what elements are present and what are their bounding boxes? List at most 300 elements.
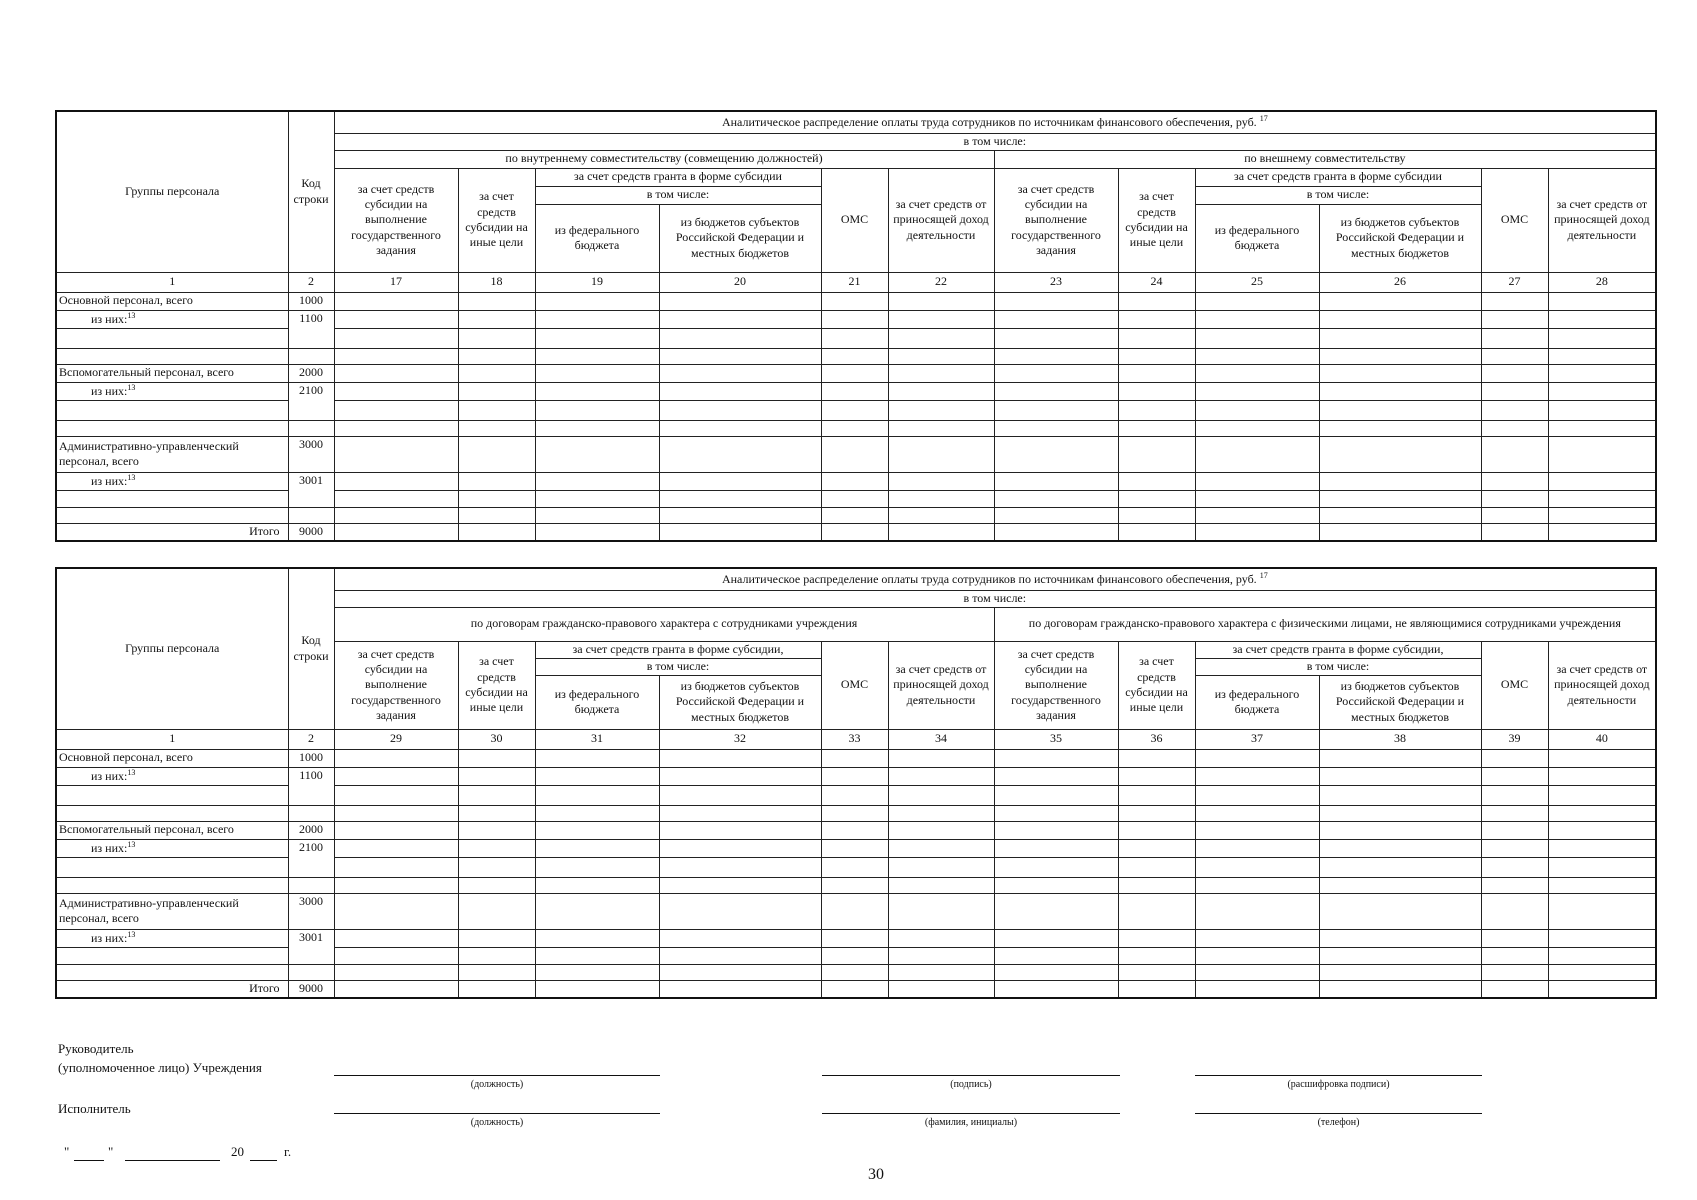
value-cell[interactable] xyxy=(888,877,994,893)
value-cell[interactable] xyxy=(659,436,821,472)
value-cell[interactable] xyxy=(1319,436,1481,472)
value-cell[interactable] xyxy=(1118,382,1195,400)
value-cell[interactable] xyxy=(1118,364,1195,382)
value-cell[interactable] xyxy=(334,310,458,328)
value-cell[interactable] xyxy=(994,964,1118,980)
date-day-line[interactable] xyxy=(74,1160,104,1161)
value-cell[interactable] xyxy=(1481,805,1548,821)
phone-line[interactable] xyxy=(1195,1113,1482,1114)
value-cell[interactable] xyxy=(994,328,1118,348)
value-cell[interactable] xyxy=(458,507,535,523)
value-cell[interactable] xyxy=(334,749,458,767)
value-cell[interactable] xyxy=(1195,490,1319,507)
value-cell[interactable] xyxy=(535,507,659,523)
value-cell[interactable] xyxy=(334,805,458,821)
value-cell[interactable] xyxy=(821,292,888,310)
value-cell[interactable] xyxy=(994,310,1118,328)
value-cell[interactable] xyxy=(659,749,821,767)
value-cell[interactable] xyxy=(888,400,994,420)
value-cell[interactable] xyxy=(994,420,1118,436)
value-cell[interactable] xyxy=(1481,523,1548,541)
value-cell[interactable] xyxy=(1548,805,1656,821)
value-cell[interactable] xyxy=(821,382,888,400)
value-cell[interactable] xyxy=(1118,400,1195,420)
value-cell[interactable] xyxy=(458,523,535,541)
value-cell[interactable] xyxy=(458,436,535,472)
value-cell[interactable] xyxy=(1319,893,1481,929)
value-cell[interactable] xyxy=(1548,821,1656,839)
value-cell[interactable] xyxy=(1319,364,1481,382)
value-cell[interactable] xyxy=(535,420,659,436)
value-cell[interactable] xyxy=(535,523,659,541)
value-cell[interactable] xyxy=(458,310,535,328)
value-cell[interactable] xyxy=(1548,348,1656,364)
value-cell[interactable] xyxy=(1481,980,1548,998)
value-cell[interactable] xyxy=(1481,964,1548,980)
value-cell[interactable] xyxy=(994,980,1118,998)
value-cell[interactable] xyxy=(458,348,535,364)
value-cell[interactable] xyxy=(1195,805,1319,821)
value-cell[interactable] xyxy=(1118,821,1195,839)
value-cell[interactable] xyxy=(821,821,888,839)
value-cell[interactable] xyxy=(1481,292,1548,310)
value-cell[interactable] xyxy=(1548,292,1656,310)
value-cell[interactable] xyxy=(1118,947,1195,964)
value-cell[interactable] xyxy=(888,382,994,400)
value-cell[interactable] xyxy=(535,877,659,893)
value-cell[interactable] xyxy=(659,767,821,785)
value-cell[interactable] xyxy=(659,348,821,364)
value-cell[interactable] xyxy=(659,785,821,805)
value-cell[interactable] xyxy=(1118,523,1195,541)
value-cell[interactable] xyxy=(535,348,659,364)
value-cell[interactable] xyxy=(1319,310,1481,328)
value-cell[interactable] xyxy=(1195,877,1319,893)
value-cell[interactable] xyxy=(659,490,821,507)
value-cell[interactable] xyxy=(334,767,458,785)
value-cell[interactable] xyxy=(1195,929,1319,947)
value-cell[interactable] xyxy=(1481,364,1548,382)
value-cell[interactable] xyxy=(334,929,458,947)
value-cell[interactable] xyxy=(535,310,659,328)
value-cell[interactable] xyxy=(1319,839,1481,857)
value-cell[interactable] xyxy=(821,507,888,523)
value-cell[interactable] xyxy=(888,364,994,382)
value-cell[interactable] xyxy=(458,821,535,839)
value-cell[interactable] xyxy=(1481,310,1548,328)
value-cell[interactable] xyxy=(994,749,1118,767)
value-cell[interactable] xyxy=(659,893,821,929)
value-cell[interactable] xyxy=(659,420,821,436)
value-cell[interactable] xyxy=(1195,785,1319,805)
value-cell[interactable] xyxy=(888,839,994,857)
value-cell[interactable] xyxy=(659,839,821,857)
value-cell[interactable] xyxy=(535,436,659,472)
value-cell[interactable] xyxy=(535,785,659,805)
value-cell[interactable] xyxy=(458,947,535,964)
value-cell[interactable] xyxy=(1481,767,1548,785)
value-cell[interactable] xyxy=(888,964,994,980)
value-cell[interactable] xyxy=(535,292,659,310)
value-cell[interactable] xyxy=(1118,877,1195,893)
value-cell[interactable] xyxy=(334,507,458,523)
value-cell[interactable] xyxy=(994,821,1118,839)
value-cell[interactable] xyxy=(888,929,994,947)
value-cell[interactable] xyxy=(1548,839,1656,857)
value-cell[interactable] xyxy=(1481,877,1548,893)
value-cell[interactable] xyxy=(1118,420,1195,436)
value-cell[interactable] xyxy=(888,507,994,523)
value-cell[interactable] xyxy=(659,472,821,490)
value-cell[interactable] xyxy=(1481,328,1548,348)
value-cell[interactable] xyxy=(659,292,821,310)
value-cell[interactable] xyxy=(1548,328,1656,348)
value-cell[interactable] xyxy=(1195,821,1319,839)
value-cell[interactable] xyxy=(888,857,994,877)
value-cell[interactable] xyxy=(1118,767,1195,785)
value-cell[interactable] xyxy=(659,382,821,400)
value-cell[interactable] xyxy=(458,328,535,348)
value-cell[interactable] xyxy=(821,893,888,929)
value-cell[interactable] xyxy=(1481,947,1548,964)
value-cell[interactable] xyxy=(1548,382,1656,400)
value-cell[interactable] xyxy=(334,292,458,310)
value-cell[interactable] xyxy=(1195,964,1319,980)
value-cell[interactable] xyxy=(1319,523,1481,541)
value-cell[interactable] xyxy=(1548,310,1656,328)
date-year-line[interactable] xyxy=(250,1160,277,1161)
value-cell[interactable] xyxy=(1481,382,1548,400)
value-cell[interactable] xyxy=(535,980,659,998)
value-cell[interactable] xyxy=(659,929,821,947)
value-cell[interactable] xyxy=(334,400,458,420)
value-cell[interactable] xyxy=(888,523,994,541)
value-cell[interactable] xyxy=(1118,310,1195,328)
value-cell[interactable] xyxy=(1118,472,1195,490)
value-cell[interactable] xyxy=(535,382,659,400)
value-cell[interactable] xyxy=(458,980,535,998)
value-cell[interactable] xyxy=(458,292,535,310)
value-cell[interactable] xyxy=(659,400,821,420)
value-cell[interactable] xyxy=(458,877,535,893)
value-cell[interactable] xyxy=(1319,292,1481,310)
value-cell[interactable] xyxy=(1195,310,1319,328)
value-cell[interactable] xyxy=(1118,964,1195,980)
value-cell[interactable] xyxy=(334,785,458,805)
value-cell[interactable] xyxy=(659,964,821,980)
value-cell[interactable] xyxy=(1319,490,1481,507)
value-cell[interactable] xyxy=(1195,472,1319,490)
value-cell[interactable] xyxy=(994,805,1118,821)
value-cell[interactable] xyxy=(1195,400,1319,420)
value-cell[interactable] xyxy=(535,400,659,420)
value-cell[interactable] xyxy=(888,292,994,310)
value-cell[interactable] xyxy=(1548,929,1656,947)
value-cell[interactable] xyxy=(659,947,821,964)
value-cell[interactable] xyxy=(821,420,888,436)
value-cell[interactable] xyxy=(1548,785,1656,805)
value-cell[interactable] xyxy=(458,805,535,821)
value-cell[interactable] xyxy=(888,893,994,929)
value-cell[interactable] xyxy=(659,310,821,328)
value-cell[interactable] xyxy=(659,364,821,382)
value-cell[interactable] xyxy=(888,310,994,328)
value-cell[interactable] xyxy=(458,472,535,490)
value-cell[interactable] xyxy=(535,490,659,507)
value-cell[interactable] xyxy=(334,964,458,980)
value-cell[interactable] xyxy=(1195,523,1319,541)
value-cell[interactable] xyxy=(458,964,535,980)
value-cell[interactable] xyxy=(1481,839,1548,857)
value-cell[interactable] xyxy=(1195,947,1319,964)
value-cell[interactable] xyxy=(1195,839,1319,857)
value-cell[interactable] xyxy=(821,857,888,877)
value-cell[interactable] xyxy=(458,929,535,947)
value-cell[interactable] xyxy=(334,980,458,998)
value-cell[interactable] xyxy=(334,821,458,839)
value-cell[interactable] xyxy=(1118,980,1195,998)
value-cell[interactable] xyxy=(888,805,994,821)
value-cell[interactable] xyxy=(994,877,1118,893)
value-cell[interactable] xyxy=(821,400,888,420)
value-cell[interactable] xyxy=(994,436,1118,472)
value-cell[interactable] xyxy=(1118,805,1195,821)
value-cell[interactable] xyxy=(1481,472,1548,490)
value-cell[interactable] xyxy=(659,857,821,877)
value-cell[interactable] xyxy=(458,382,535,400)
value-cell[interactable] xyxy=(994,400,1118,420)
signature-line[interactable] xyxy=(822,1075,1120,1076)
value-cell[interactable] xyxy=(821,436,888,472)
value-cell[interactable] xyxy=(659,980,821,998)
value-cell[interactable] xyxy=(1481,348,1548,364)
value-cell[interactable] xyxy=(535,947,659,964)
value-cell[interactable] xyxy=(1118,328,1195,348)
value-cell[interactable] xyxy=(334,472,458,490)
value-cell[interactable] xyxy=(334,857,458,877)
value-cell[interactable] xyxy=(334,364,458,382)
value-cell[interactable] xyxy=(1481,857,1548,877)
value-cell[interactable] xyxy=(1195,857,1319,877)
value-cell[interactable] xyxy=(821,805,888,821)
value-cell[interactable] xyxy=(659,805,821,821)
value-cell[interactable] xyxy=(888,420,994,436)
value-cell[interactable] xyxy=(994,507,1118,523)
value-cell[interactable] xyxy=(888,328,994,348)
value-cell[interactable] xyxy=(1319,980,1481,998)
value-cell[interactable] xyxy=(994,767,1118,785)
value-cell[interactable] xyxy=(1195,436,1319,472)
value-cell[interactable] xyxy=(659,523,821,541)
value-cell[interactable] xyxy=(334,420,458,436)
value-cell[interactable] xyxy=(458,839,535,857)
value-cell[interactable] xyxy=(994,857,1118,877)
value-cell[interactable] xyxy=(994,785,1118,805)
value-cell[interactable] xyxy=(1195,420,1319,436)
value-cell[interactable] xyxy=(1319,382,1481,400)
value-cell[interactable] xyxy=(458,364,535,382)
value-cell[interactable] xyxy=(994,947,1118,964)
value-cell[interactable] xyxy=(821,980,888,998)
value-cell[interactable] xyxy=(994,490,1118,507)
value-cell[interactable] xyxy=(458,749,535,767)
value-cell[interactable] xyxy=(1481,821,1548,839)
value-cell[interactable] xyxy=(1118,893,1195,929)
value-cell[interactable] xyxy=(888,749,994,767)
date-month-line[interactable] xyxy=(125,1160,220,1161)
value-cell[interactable] xyxy=(458,767,535,785)
value-cell[interactable] xyxy=(1319,785,1481,805)
value-cell[interactable] xyxy=(535,929,659,947)
value-cell[interactable] xyxy=(1548,767,1656,785)
value-cell[interactable] xyxy=(821,749,888,767)
value-cell[interactable] xyxy=(1548,964,1656,980)
value-cell[interactable] xyxy=(334,839,458,857)
value-cell[interactable] xyxy=(334,490,458,507)
value-cell[interactable] xyxy=(1195,507,1319,523)
value-cell[interactable] xyxy=(1481,893,1548,929)
name-line[interactable] xyxy=(822,1113,1120,1114)
value-cell[interactable] xyxy=(1118,749,1195,767)
value-cell[interactable] xyxy=(1548,980,1656,998)
value-cell[interactable] xyxy=(1548,947,1656,964)
value-cell[interactable] xyxy=(888,348,994,364)
value-cell[interactable] xyxy=(1118,857,1195,877)
value-cell[interactable] xyxy=(821,964,888,980)
value-cell[interactable] xyxy=(1548,420,1656,436)
value-cell[interactable] xyxy=(994,292,1118,310)
value-cell[interactable] xyxy=(1195,328,1319,348)
value-cell[interactable] xyxy=(821,523,888,541)
value-cell[interactable] xyxy=(1118,929,1195,947)
value-cell[interactable] xyxy=(1548,893,1656,929)
value-cell[interactable] xyxy=(1319,767,1481,785)
value-cell[interactable] xyxy=(994,839,1118,857)
value-cell[interactable] xyxy=(1118,839,1195,857)
value-cell[interactable] xyxy=(535,749,659,767)
value-cell[interactable] xyxy=(1319,964,1481,980)
value-cell[interactable] xyxy=(535,893,659,929)
value-cell[interactable] xyxy=(1118,436,1195,472)
value-cell[interactable] xyxy=(1195,382,1319,400)
value-cell[interactable] xyxy=(1548,400,1656,420)
value-cell[interactable] xyxy=(535,805,659,821)
value-cell[interactable] xyxy=(1548,490,1656,507)
value-cell[interactable] xyxy=(1548,877,1656,893)
value-cell[interactable] xyxy=(888,785,994,805)
value-cell[interactable] xyxy=(1118,292,1195,310)
value-cell[interactable] xyxy=(458,893,535,929)
value-cell[interactable] xyxy=(334,523,458,541)
value-cell[interactable] xyxy=(334,348,458,364)
value-cell[interactable] xyxy=(458,490,535,507)
value-cell[interactable] xyxy=(1195,980,1319,998)
value-cell[interactable] xyxy=(1548,749,1656,767)
position-line[interactable] xyxy=(334,1075,660,1076)
position2-line[interactable] xyxy=(334,1113,660,1114)
value-cell[interactable] xyxy=(1319,507,1481,523)
value-cell[interactable] xyxy=(994,382,1118,400)
value-cell[interactable] xyxy=(994,364,1118,382)
value-cell[interactable] xyxy=(659,821,821,839)
value-cell[interactable] xyxy=(821,310,888,328)
value-cell[interactable] xyxy=(1319,420,1481,436)
value-cell[interactable] xyxy=(1319,805,1481,821)
value-cell[interactable] xyxy=(458,857,535,877)
value-cell[interactable] xyxy=(1481,436,1548,472)
value-cell[interactable] xyxy=(821,877,888,893)
value-cell[interactable] xyxy=(1548,507,1656,523)
value-cell[interactable] xyxy=(888,821,994,839)
value-cell[interactable] xyxy=(821,785,888,805)
value-cell[interactable] xyxy=(1195,292,1319,310)
value-cell[interactable] xyxy=(535,767,659,785)
value-cell[interactable] xyxy=(1118,507,1195,523)
value-cell[interactable] xyxy=(458,785,535,805)
value-cell[interactable] xyxy=(535,857,659,877)
value-cell[interactable] xyxy=(1118,348,1195,364)
value-cell[interactable] xyxy=(334,328,458,348)
value-cell[interactable] xyxy=(1481,749,1548,767)
value-cell[interactable] xyxy=(1319,857,1481,877)
value-cell[interactable] xyxy=(1195,348,1319,364)
value-cell[interactable] xyxy=(888,767,994,785)
value-cell[interactable] xyxy=(821,472,888,490)
value-cell[interactable] xyxy=(821,490,888,507)
value-cell[interactable] xyxy=(888,947,994,964)
value-cell[interactable] xyxy=(1319,328,1481,348)
value-cell[interactable] xyxy=(1319,947,1481,964)
value-cell[interactable] xyxy=(535,964,659,980)
value-cell[interactable] xyxy=(659,328,821,348)
value-cell[interactable] xyxy=(1118,490,1195,507)
value-cell[interactable] xyxy=(535,821,659,839)
value-cell[interactable] xyxy=(994,893,1118,929)
value-cell[interactable] xyxy=(1548,364,1656,382)
value-cell[interactable] xyxy=(1481,785,1548,805)
value-cell[interactable] xyxy=(994,472,1118,490)
value-cell[interactable] xyxy=(659,877,821,893)
value-cell[interactable] xyxy=(535,839,659,857)
value-cell[interactable] xyxy=(888,436,994,472)
value-cell[interactable] xyxy=(1481,400,1548,420)
value-cell[interactable] xyxy=(1118,785,1195,805)
value-cell[interactable] xyxy=(1319,929,1481,947)
value-cell[interactable] xyxy=(994,348,1118,364)
value-cell[interactable] xyxy=(821,328,888,348)
value-cell[interactable] xyxy=(821,364,888,382)
value-cell[interactable] xyxy=(821,947,888,964)
value-cell[interactable] xyxy=(888,490,994,507)
value-cell[interactable] xyxy=(1195,364,1319,382)
value-cell[interactable] xyxy=(888,472,994,490)
value-cell[interactable] xyxy=(821,929,888,947)
value-cell[interactable] xyxy=(1319,400,1481,420)
value-cell[interactable] xyxy=(1319,821,1481,839)
value-cell[interactable] xyxy=(535,472,659,490)
value-cell[interactable] xyxy=(994,523,1118,541)
value-cell[interactable] xyxy=(1195,893,1319,929)
value-cell[interactable] xyxy=(1481,507,1548,523)
value-cell[interactable] xyxy=(1319,472,1481,490)
value-cell[interactable] xyxy=(1319,348,1481,364)
value-cell[interactable] xyxy=(821,767,888,785)
decoding-line[interactable] xyxy=(1195,1075,1482,1076)
value-cell[interactable] xyxy=(659,507,821,523)
value-cell[interactable] xyxy=(821,839,888,857)
value-cell[interactable] xyxy=(1481,490,1548,507)
value-cell[interactable] xyxy=(1195,749,1319,767)
